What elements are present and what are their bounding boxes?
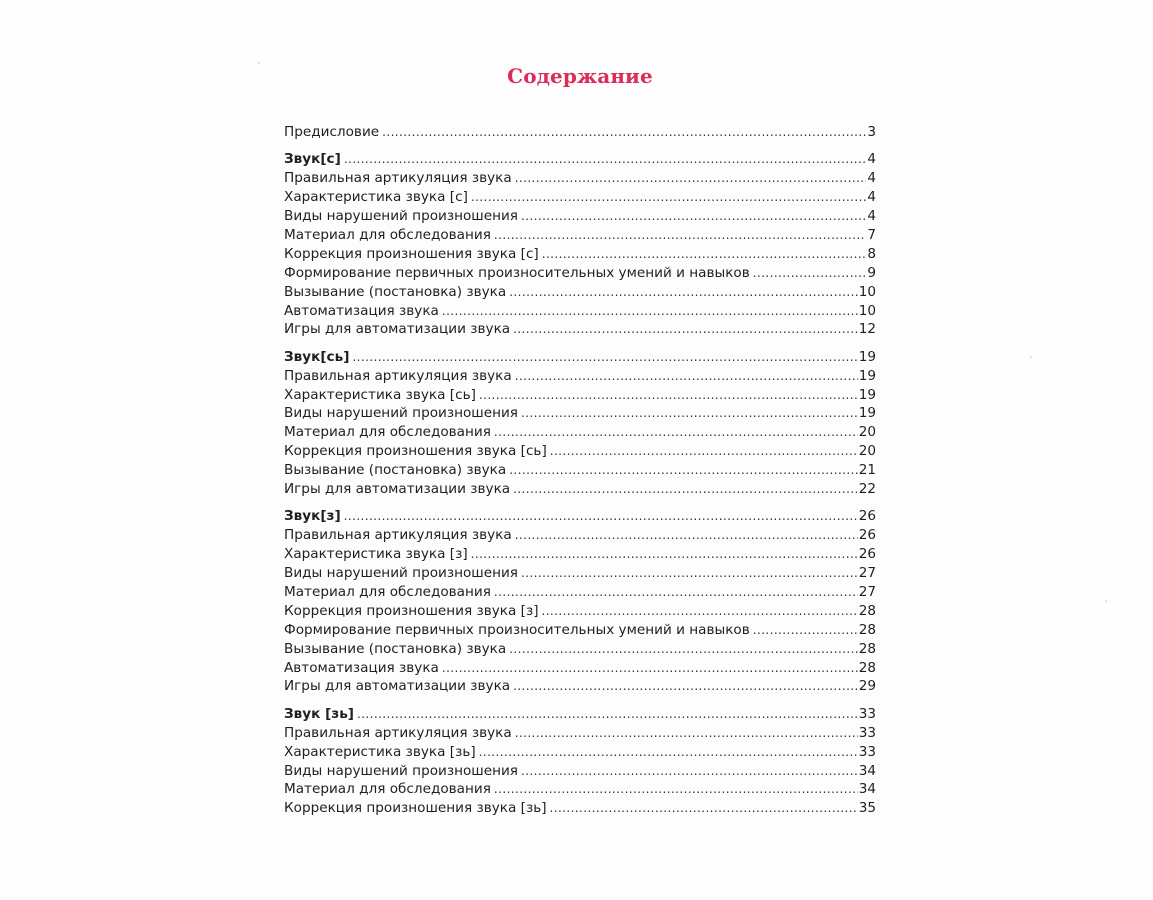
toc-section-heading (284, 150, 876, 169)
toc-page-number: 12 (858, 321, 876, 338)
toc-page-number: 10 (858, 283, 876, 300)
dot-leader (515, 169, 867, 188)
toc-page-number: 19 (858, 386, 876, 403)
toc-entry (284, 480, 876, 499)
toc-entry-title: Формирование первичных произносительных умений и навыков (284, 621, 750, 638)
toc-page-number: 19 (858, 348, 876, 365)
toc-entry-title: Игры для автоматизации звука (284, 481, 511, 498)
dot-leader (494, 780, 858, 799)
scan-speck (1105, 600, 1107, 602)
dot-leader (382, 123, 866, 142)
dot-leader (471, 545, 858, 564)
toc-entry (284, 320, 876, 339)
toc-entry-title: Виды нарушений произношения (284, 405, 518, 422)
dot-leader (471, 188, 866, 207)
toc-entry-title: Характеристика звука [з] (284, 546, 468, 563)
dot-leader (494, 226, 866, 245)
toc-page-number: 4 (867, 170, 876, 187)
toc-entry (284, 404, 876, 423)
dot-leader (515, 724, 858, 743)
dot-leader (521, 564, 858, 583)
toc-page-number: 27 (858, 565, 876, 582)
dot-leader (521, 207, 866, 226)
toc-entry-title: Автоматизация звука (284, 659, 439, 676)
toc-entry-title: Характеристика звука [зь] (284, 743, 476, 760)
page-title: Содержание (507, 64, 653, 88)
toc-entry-title: Коррекция произношения звука [з] (284, 602, 539, 619)
dot-leader (509, 640, 857, 659)
toc-page-number: 10 (858, 302, 876, 319)
toc-entry-title: Игры для автоматизации звука (284, 678, 511, 695)
dot-leader (352, 348, 857, 367)
toc-page-number: 26 (858, 546, 876, 563)
toc-page-number: 21 (858, 462, 876, 479)
toc-entry (284, 659, 876, 678)
toc-entry-title: Вызывание (постановка) звука (284, 283, 507, 300)
toc-entry-title: Правильная артикуляция звука (284, 367, 512, 384)
toc-entry (284, 621, 876, 640)
toc-entry-title: Автоматизация звука (284, 302, 439, 319)
toc-entry-title: Вызывание (постановка) звука (284, 640, 507, 657)
toc-page-number: 19 (858, 405, 876, 422)
toc-page-number: 35 (858, 800, 876, 817)
dot-leader (513, 677, 858, 696)
toc-page-number: 9 (867, 264, 876, 281)
toc-entry (284, 442, 876, 461)
dot-leader (521, 404, 858, 423)
toc-entry-title: Предисловие (284, 124, 380, 140)
toc-entry-title: Звук[з] (284, 508, 341, 525)
toc-entry-title: Материал для обследования (284, 424, 491, 441)
toc-page-number: 33 (858, 705, 876, 722)
dot-leader (515, 526, 858, 545)
toc-page-number: 4 (867, 189, 876, 206)
dot-leader (479, 386, 858, 405)
toc-page-number: 20 (858, 443, 876, 460)
toc-entry (284, 743, 876, 762)
toc-entry-title: Игры для автоматизации звука (284, 321, 511, 338)
toc-entry-title: Материал для обследования (284, 226, 491, 243)
toc-entry (284, 677, 876, 696)
dot-leader (542, 602, 858, 621)
toc-page-number: 33 (858, 743, 876, 760)
toc-entry (284, 762, 876, 781)
dot-leader (521, 762, 858, 781)
toc-entry-title: Характеристика звука [сь] (284, 386, 476, 403)
toc-entry (284, 264, 876, 283)
toc-entry (284, 602, 876, 621)
toc-page-number: 28 (858, 621, 876, 638)
toc-page-number: 4 (867, 151, 876, 168)
toc-entry-title: Коррекция произношения звука [сь] (284, 443, 547, 460)
toc-entry (284, 545, 876, 564)
toc-entry (284, 780, 876, 799)
toc-entry (284, 302, 876, 321)
toc-page-number: 28 (858, 602, 876, 619)
toc-entry (284, 724, 876, 743)
toc-entry (284, 169, 876, 188)
toc-entry (284, 423, 876, 442)
toc-page-number: 27 (858, 583, 876, 600)
toc-section-heading (284, 348, 876, 367)
toc-page-number: 8 (867, 245, 876, 262)
toc-section-heading (284, 705, 876, 724)
toc-page-number: 20 (858, 424, 876, 441)
toc-page-number: 28 (858, 640, 876, 657)
dot-leader (479, 743, 858, 762)
dot-leader (442, 302, 858, 321)
dot-leader (344, 150, 867, 169)
dot-leader (513, 480, 858, 499)
toc-entry-title: Материал для обследования (284, 583, 491, 600)
toc-entry-title: Виды нарушений произношения (284, 762, 518, 779)
dot-leader (515, 367, 858, 386)
toc-entry (284, 640, 876, 659)
toc-entry (284, 564, 876, 583)
table-of-contents (284, 123, 876, 818)
dot-leader (344, 507, 858, 526)
toc-entry (284, 526, 876, 545)
toc-entry-title: Правильная артикуляция звука (284, 527, 512, 544)
dot-leader (753, 621, 858, 640)
toc-entry (284, 245, 876, 264)
toc-page-number: 4 (867, 208, 876, 225)
toc-entry-title: Звук[сь] (284, 348, 350, 365)
toc-entry-title: Коррекция произношения звука [с] (284, 245, 539, 262)
scan-speck (1030, 356, 1032, 358)
dot-leader (509, 283, 857, 302)
toc-entry (284, 188, 876, 207)
dot-leader (513, 320, 858, 339)
toc-section-heading (284, 507, 876, 526)
toc-entry-title: Коррекция произношения звука [зь] (284, 800, 547, 817)
toc-entry (284, 461, 876, 480)
toc-page-number: 26 (858, 527, 876, 544)
dot-leader (550, 799, 858, 818)
toc-entry-title: Вызывание (постановка) звука (284, 462, 507, 479)
toc-entry-title: Звук [зь] (284, 705, 354, 722)
toc-page-number: 33 (858, 724, 876, 741)
dot-leader (542, 245, 867, 264)
toc-entry-title: Формирование первичных произносительных умений и навыков (284, 264, 750, 281)
toc-entry (284, 367, 876, 386)
toc-entry (284, 226, 876, 245)
dot-leader (442, 659, 858, 678)
toc-entry-title: Правильная артикуляция звука (284, 724, 512, 741)
toc-entry (284, 386, 876, 405)
toc-entry (284, 799, 876, 818)
toc-page-number: 7 (867, 226, 876, 243)
toc-entry-title: Характеристика звука [с] (284, 189, 468, 206)
dot-leader (494, 583, 858, 602)
toc-entry (284, 207, 876, 226)
toc-entry-title: Правильная артикуляция звука (284, 170, 512, 187)
toc-page-number: 34 (858, 762, 876, 779)
toc-page-number: 28 (858, 659, 876, 676)
toc-page-number: 26 (858, 508, 876, 525)
toc-entry-title: Материал для обследования (284, 781, 491, 798)
toc-page-number: 34 (858, 781, 876, 798)
toc-page-number: 22 (858, 481, 876, 498)
toc-page-number: 29 (858, 678, 876, 695)
dot-leader (357, 705, 858, 724)
dot-leader (753, 264, 867, 283)
dot-leader (550, 442, 858, 461)
toc-entry-title: Виды нарушений произношения (284, 565, 518, 582)
toc-page-number: 3 (867, 124, 876, 140)
toc-entry (284, 283, 876, 302)
toc-entry-title: Звук[с] (284, 151, 341, 168)
toc-page-number: 19 (858, 367, 876, 384)
toc-entry (284, 583, 876, 602)
toc-entry-title: Виды нарушений произношения (284, 208, 518, 225)
dot-leader (494, 423, 858, 442)
dot-leader (509, 461, 857, 480)
toc-entry (284, 123, 876, 142)
